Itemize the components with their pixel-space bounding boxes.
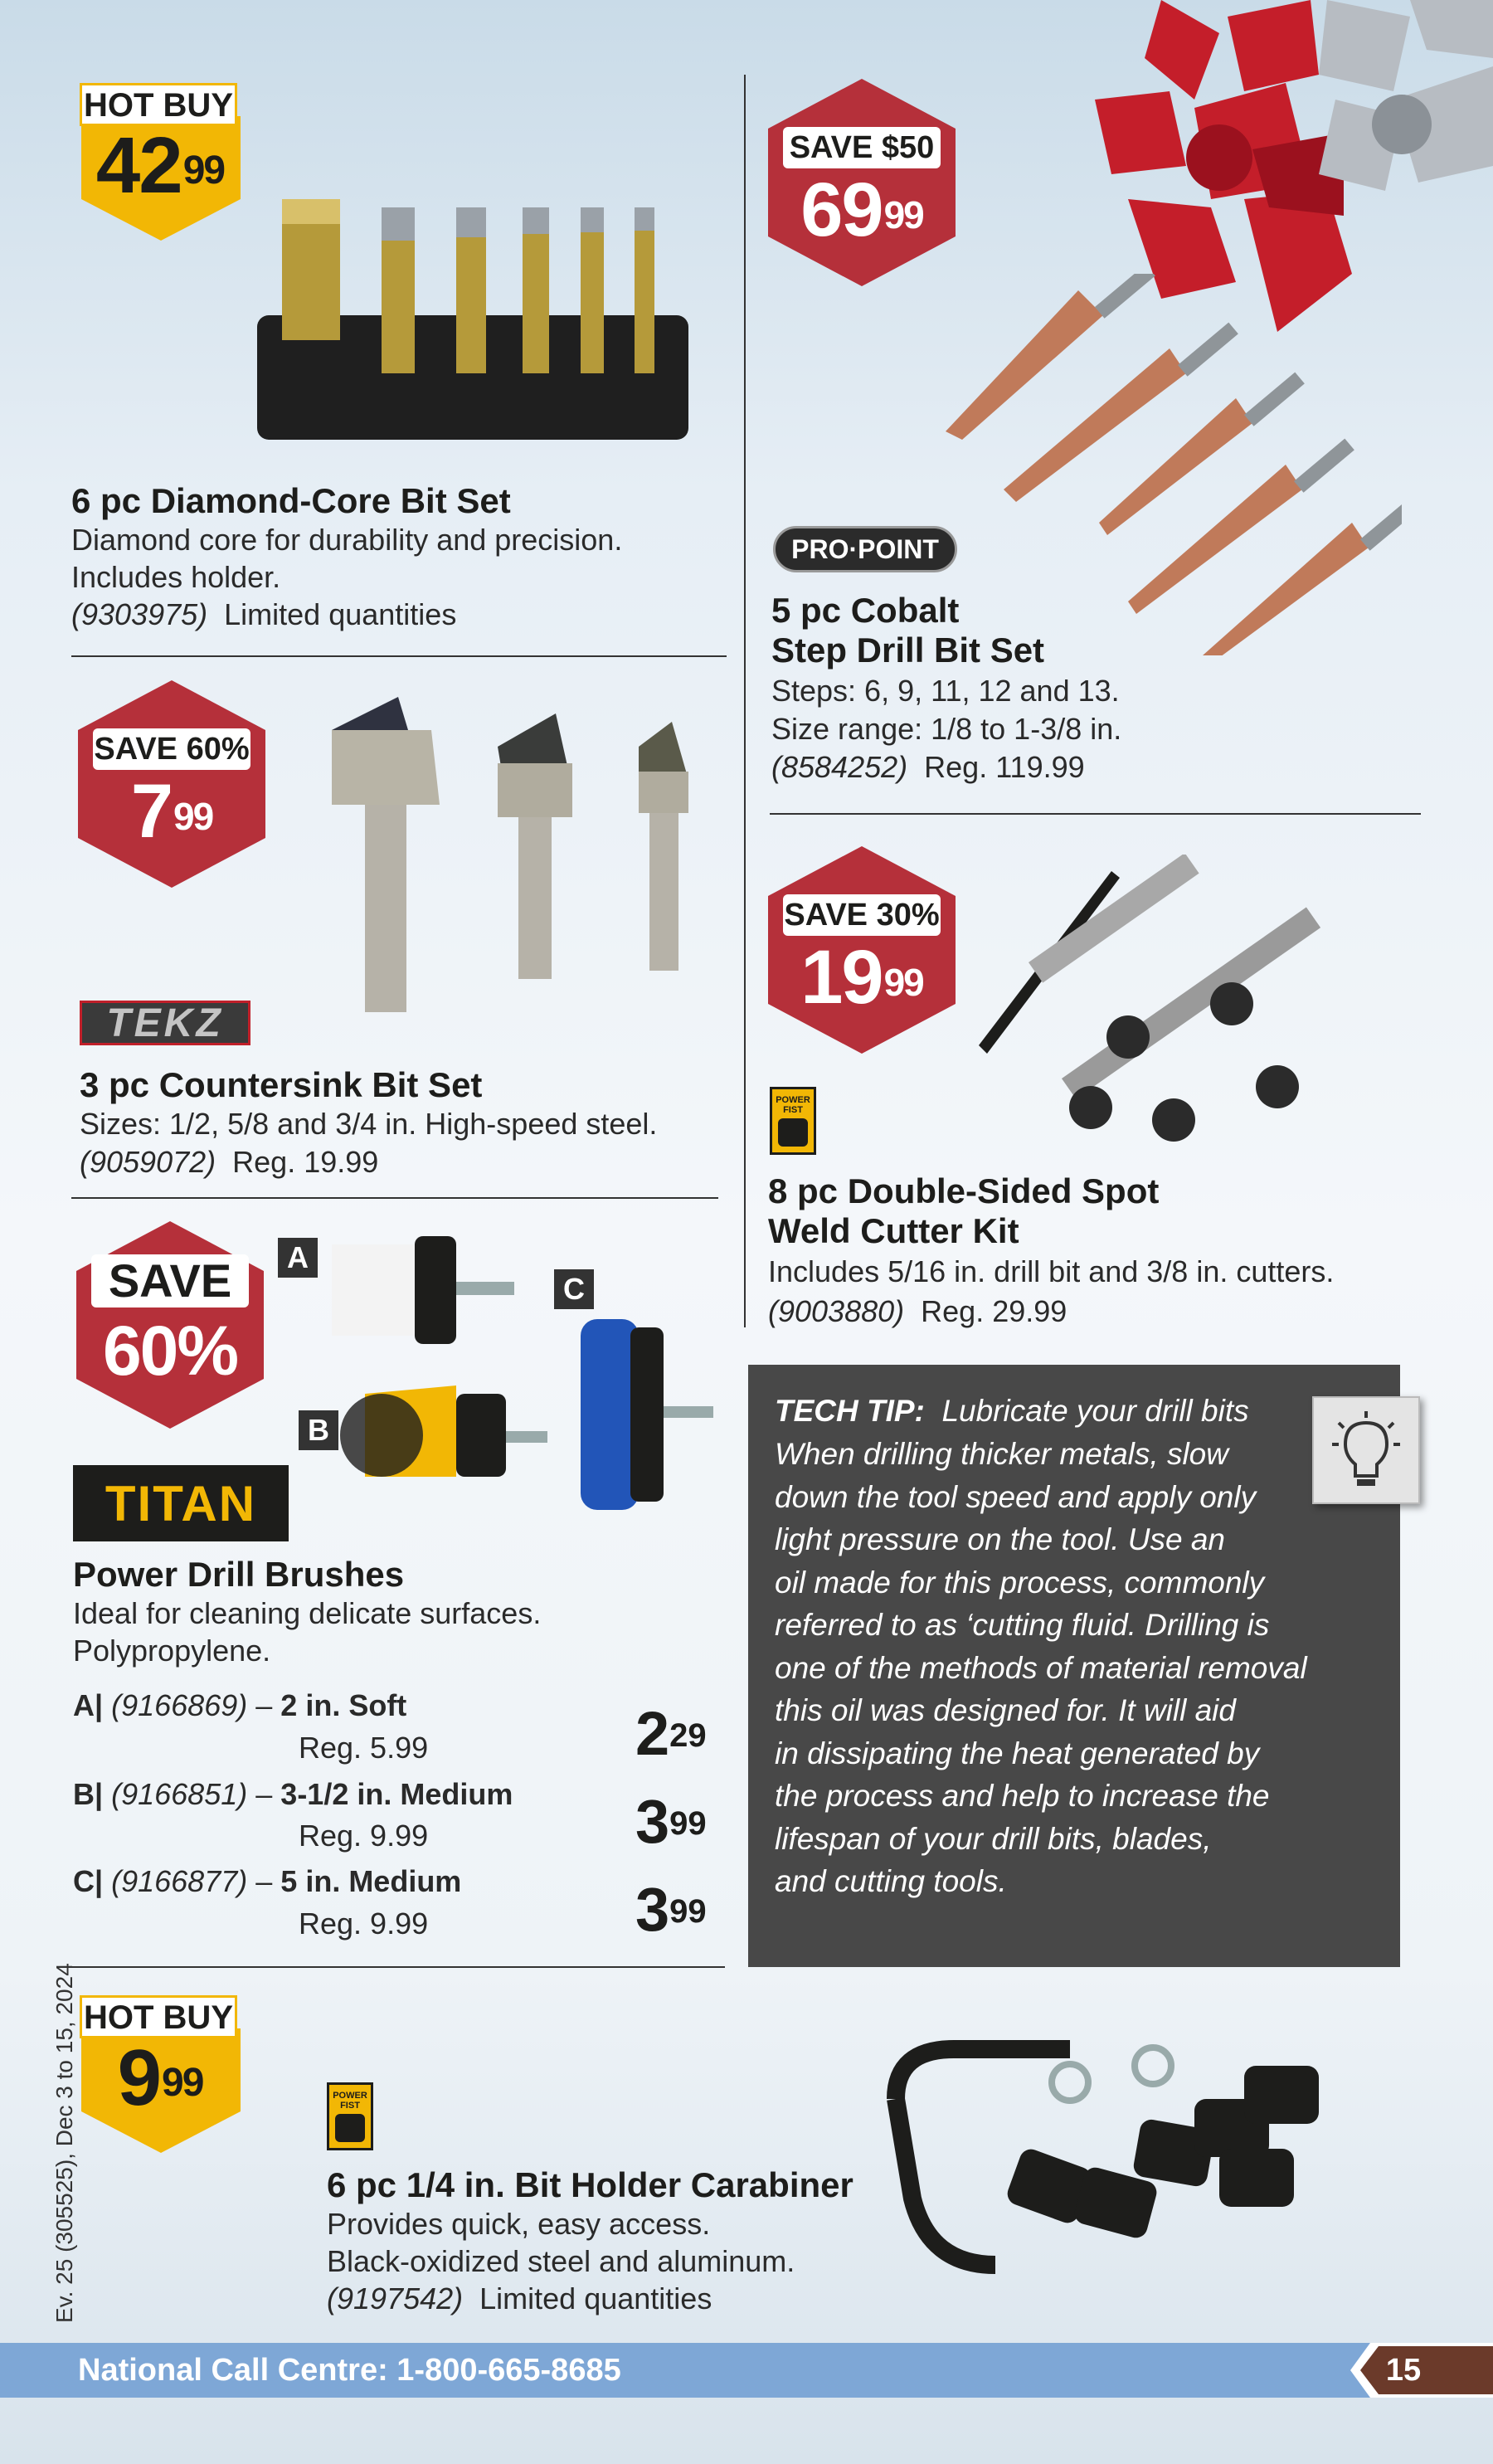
countersink-bits-image	[315, 680, 713, 1029]
drill-brushes-image	[323, 1228, 730, 1527]
power-fist-logo: POWER FIST	[327, 2082, 373, 2150]
price: $7^{99}$	[130, 769, 213, 854]
save-badge-cobalt	[766, 79, 957, 286]
save-badge-brushes	[75, 1221, 265, 1429]
image-label-c: C	[554, 1269, 594, 1309]
divider	[71, 1197, 718, 1199]
product-desc: Includes holder.	[71, 560, 281, 594]
product-sku-line: (9059072) Reg. 19.99	[80, 1145, 379, 1179]
tech-tip-line: in dissipating the heat generated by	[775, 1736, 1260, 1770]
carabiner-image	[863, 2033, 1360, 2281]
variant-row-b: B| (9166851) – 3-1/2 in. Medium	[73, 1777, 513, 1811]
product-title: 6 pc 1/4 in. Bit Holder Carabiner	[327, 2165, 853, 2204]
hot-buy-label: HOT BUY	[80, 1995, 237, 2038]
tekz-logo: TEKZ	[80, 1001, 250, 1045]
divider	[71, 655, 727, 657]
hot-buy-badge-carabiner	[65, 1995, 264, 2161]
footer-bar	[0, 2343, 1493, 2398]
price: $9^{99}$	[117, 2033, 203, 2122]
tech-tip-line: TECH TIP: Lubricate your drill bits	[775, 1394, 1249, 1428]
variant-price-b: $3^{99}$	[635, 1787, 707, 1856]
product-desc: Sizes: 1/2, 5/8 and 3/4 in. High-speed steel.	[80, 1107, 658, 1141]
product-desc: Size range: 1/8 to 1-3/8 in.	[771, 712, 1122, 746]
product-title: 5 pc Cobalt	[771, 591, 960, 630]
save-badge-spotweld	[766, 846, 957, 1054]
save-badge-countersink	[76, 680, 267, 888]
pro-point-logo: PRO·POINT	[773, 526, 957, 572]
fist-icon	[778, 1118, 808, 1147]
tech-tip-line: oil made for this process, commonly	[775, 1565, 1265, 1600]
price: $69^{99}$	[800, 168, 923, 252]
image-label-b: B	[299, 1410, 338, 1450]
tech-tip-line: referred to as ‘cutting fluid. Drilling is	[775, 1608, 1270, 1642]
step-drill-bits-image	[937, 274, 1402, 655]
product-desc: Diamond core for durability and precision.	[71, 523, 623, 557]
tech-tip-line: down the tool speed and apply only	[775, 1479, 1257, 1514]
save-label: SAVE $50	[783, 127, 941, 168]
tech-tip-box	[748, 1365, 1400, 1967]
divider	[770, 813, 1421, 815]
hot-buy-label: HOT BUY	[80, 83, 237, 126]
tech-tip-line: the process and help to increase the	[775, 1779, 1270, 1813]
variant-price-c: $3^{99}$	[635, 1875, 707, 1944]
spot-weld-cutter-image	[962, 855, 1410, 1170]
variant-row-a: A| (9166869) – 2 in. Soft	[73, 1688, 407, 1722]
call-centre-text: National Call Centre: 1-800-665-8685	[78, 2353, 621, 2388]
hot-buy-badge-diamond	[65, 83, 264, 249]
price: $42^{99}$	[95, 121, 225, 210]
product-title: Step Drill Bit Set	[771, 631, 1045, 670]
product-sku-line: (9303975) Limited quantities	[71, 597, 457, 631]
tech-tip-line: this oil was designed for. It will aid	[775, 1693, 1236, 1727]
product-sku-line: (9003880) Reg. 29.99	[768, 1294, 1067, 1328]
tech-tip-line: and cutting tools.	[775, 1864, 1007, 1898]
variant-price-a: $2^{29}$	[635, 1699, 707, 1768]
product-desc: Steps: 6, 9, 11, 12 and 13.	[771, 674, 1120, 708]
product-sku-line: (9197542) Limited quantities	[327, 2281, 712, 2315]
titan-logo: TITAN	[73, 1465, 289, 1541]
product-title: 6 pc Diamond-Core Bit Set	[71, 481, 511, 520]
variant-reg-c: Reg. 9.99	[299, 1906, 429, 1941]
variant-reg-a: Reg. 5.99	[299, 1731, 429, 1765]
product-desc: Ideal for cleaning delicate surfaces.	[73, 1596, 542, 1630]
product-desc: Polypropylene.	[73, 1634, 271, 1668]
tech-tip-line: When drilling thicker metals, slow	[775, 1437, 1228, 1471]
product-desc: Provides quick, easy access.	[327, 2207, 711, 2241]
diamond-bit-set-image	[249, 191, 697, 448]
tech-tip-line: lifespan of your drill bits, blades,	[775, 1821, 1212, 1856]
page-number: 15	[1385, 2353, 1422, 2388]
column-divider	[744, 75, 746, 1327]
product-sku-line: (8584252) Reg. 119.99	[771, 750, 1085, 784]
product-desc: Includes 5/16 in. drill bit and 3/8 in. cutters.	[768, 1254, 1335, 1288]
power-fist-logo: POWER FIST	[770, 1087, 816, 1155]
fist-icon	[335, 2114, 365, 2142]
save-percent: 60%	[102, 1312, 238, 1390]
image-label-a: A	[278, 1238, 318, 1278]
product-title: 8 pc Double-Sided Spot	[768, 1171, 1160, 1210]
product-desc: Black-oxidized steel and aluminum.	[327, 2244, 795, 2278]
save-label: SAVE 60%	[93, 728, 250, 770]
save-label: SAVE 30%	[783, 894, 941, 936]
product-title: Weld Cutter Kit	[768, 1211, 1019, 1250]
variant-row-c: C| (9166877) – 5 in. Medium	[73, 1864, 462, 1898]
product-title: 3 pc Countersink Bit Set	[80, 1065, 483, 1104]
divider	[71, 1966, 725, 1968]
save-label: SAVE	[91, 1254, 249, 1307]
product-title: Power Drill Brushes	[73, 1555, 405, 1594]
edition-side-text: Ev. 25 (305525), Dec 3 to 15, 2024	[51, 1963, 77, 2323]
tech-tip-line: light pressure on the tool. Use an	[775, 1522, 1225, 1556]
variant-reg-b: Reg. 9.99	[299, 1819, 429, 1853]
price: $19^{99}$	[800, 935, 923, 1020]
tech-tip-line: one of the methods of material removal	[775, 1650, 1307, 1685]
